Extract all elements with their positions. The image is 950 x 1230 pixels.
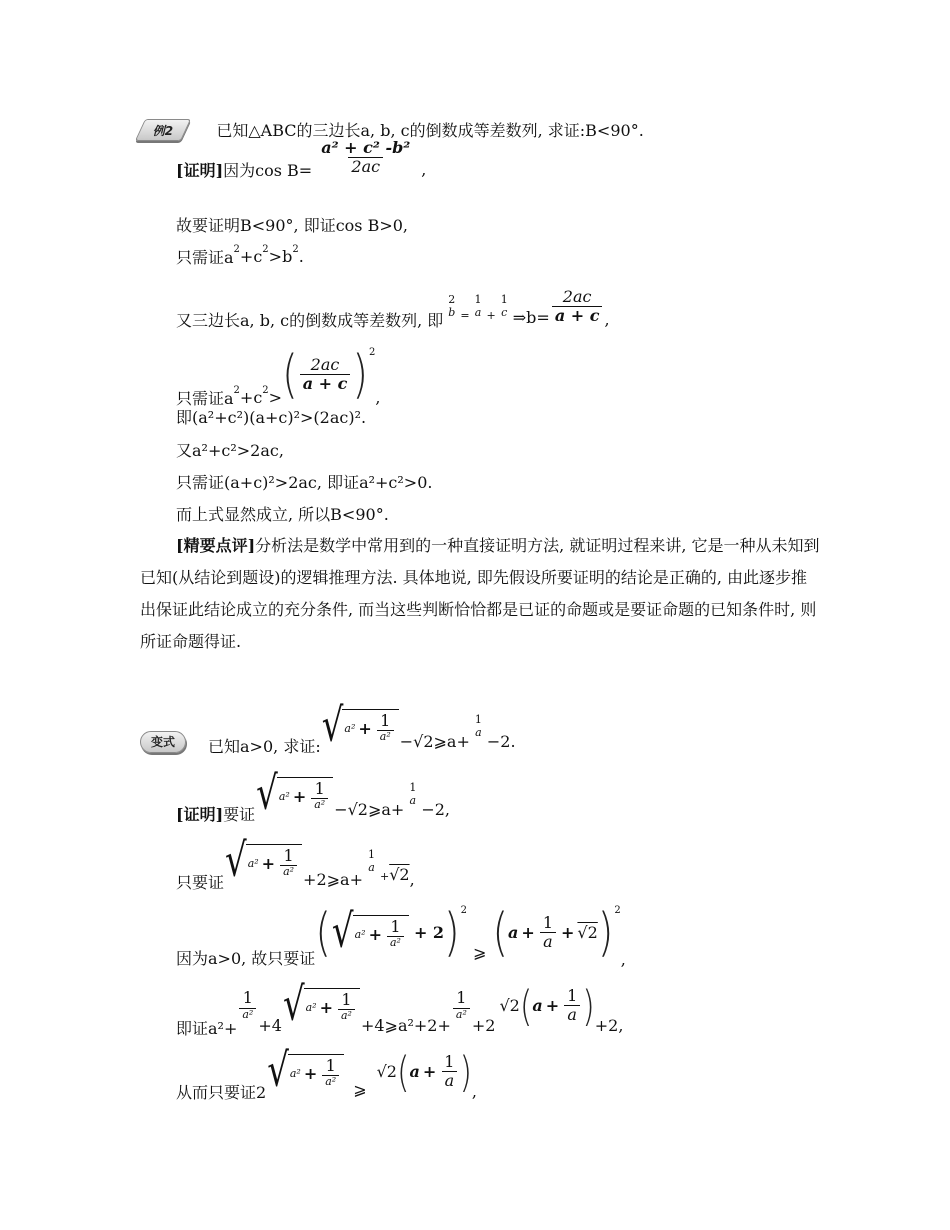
den: a²	[322, 1075, 339, 1089]
p4-mid: +4⩾a²+2+	[360, 1016, 451, 1035]
ge-a-plus: ⩾a+	[433, 732, 470, 751]
den: a²	[387, 936, 404, 950]
plus: +	[486, 309, 496, 322]
plus: +	[358, 718, 372, 738]
plus: +	[319, 997, 333, 1017]
den: a	[540, 932, 556, 951]
implies: ⇒b=	[512, 308, 550, 327]
p5-tail: ,	[471, 1082, 478, 1101]
sqrt-body	[277, 777, 333, 812]
den: a	[474, 305, 482, 319]
sqrt-body	[246, 844, 302, 879]
a: a	[508, 923, 519, 942]
minus-sqrt2: −√2	[334, 800, 368, 819]
plus: +	[303, 1063, 318, 1083]
comma: ,	[375, 388, 381, 407]
sup: 2	[262, 385, 269, 396]
line-7-text: 又a²+c²>2ac,	[176, 441, 284, 460]
num: 2ac	[310, 354, 340, 374]
frac-1-a2	[338, 991, 355, 1023]
num: 1	[567, 985, 578, 1005]
frac-1-a2	[377, 712, 394, 744]
frac-b	[552, 288, 603, 326]
num: 1	[325, 1055, 336, 1075]
sqrt2: √2	[577, 923, 598, 942]
line-4-text: 又三边长a, b, c的倒数成等差数列, 即	[176, 311, 444, 330]
variant-proof-1	[176, 764, 450, 825]
p4-tail: +2,	[594, 1016, 624, 1035]
frac-1-c	[498, 294, 511, 319]
sqrt-sign: √	[282, 977, 305, 1032]
left-paren: (	[519, 980, 533, 1031]
proof-line-4	[176, 282, 610, 331]
minus-2: −2.	[486, 732, 516, 751]
sup: 2	[233, 244, 240, 255]
line-3-a: 只需证a	[176, 248, 234, 267]
right-paren: )	[444, 902, 460, 963]
den: a²	[311, 798, 328, 812]
sup: 2	[233, 385, 240, 396]
proof-line-7	[176, 438, 284, 461]
p3-tail: ,	[620, 950, 626, 969]
ge: ⩾	[353, 1080, 367, 1099]
sqrt2: √2	[499, 996, 520, 1015]
p2-mid: +2⩾a+	[303, 870, 363, 889]
sqrt-expression	[321, 698, 399, 753]
num: 1	[542, 912, 554, 932]
line-3-b: +c	[239, 247, 263, 266]
proof-line-6	[176, 405, 366, 428]
frac-1-a	[441, 1053, 457, 1091]
plus: +	[261, 853, 276, 873]
frac-1-a	[472, 294, 485, 319]
sqrt-sign: √	[321, 698, 344, 753]
den: a	[409, 793, 417, 807]
p4-lead: 即证a²+	[176, 1019, 238, 1038]
sqrt-body	[304, 988, 360, 1023]
frac-1-a2	[387, 918, 404, 950]
a-squared: a²	[247, 856, 259, 870]
plus: +	[545, 996, 560, 1015]
num: 1	[367, 847, 375, 861]
line-6-text: 即(a²+c²)(a+c)²>(2ac)².	[176, 408, 367, 427]
plus: +	[292, 786, 307, 806]
sqrt-expression	[256, 766, 333, 821]
right-paren: )	[597, 902, 614, 963]
a: a	[532, 996, 543, 1015]
variant-proof-label: [证明]	[176, 805, 224, 824]
frac-1-a2	[311, 780, 328, 812]
frac-2ac	[300, 356, 351, 394]
plus: +	[368, 924, 382, 944]
variant-proof-5	[176, 1040, 477, 1103]
frac-1-a	[540, 914, 556, 952]
num: 1	[474, 292, 482, 306]
power: 2	[614, 905, 621, 916]
proof-label: [证明]	[176, 161, 224, 180]
plus-4: +4	[258, 1016, 282, 1035]
proof-line-cos	[176, 137, 427, 181]
num: 1	[341, 989, 352, 1009]
sqrt-sign: √	[225, 833, 247, 888]
comment-paragraph	[140, 530, 820, 658]
line-5-b: +c	[239, 388, 263, 407]
line-5-c: >	[268, 388, 283, 407]
sup: 2	[262, 244, 269, 255]
a-squared: a²	[344, 721, 356, 735]
line-3-c: >b	[268, 247, 293, 266]
plus: +	[422, 1062, 437, 1081]
left-paren: (	[315, 902, 331, 963]
den: a²	[377, 730, 394, 744]
frac-1-a2	[453, 989, 470, 1021]
cos-numerator: a² + c² -b²	[321, 137, 411, 157]
den: c	[501, 305, 508, 319]
num: 1	[390, 916, 401, 936]
example-statement: 已知△ABC的三边长a, b, c的倒数成等差数列, 求证:B<90°.	[216, 121, 644, 140]
ge-a-plus: ⩾a+	[367, 800, 405, 819]
num: 2ac	[562, 286, 592, 306]
variant-proof-2	[176, 830, 415, 893]
plus-2: +2	[471, 1016, 496, 1035]
den: a	[564, 1005, 580, 1024]
sqrt-sign: √	[256, 766, 278, 821]
sqrt-expression	[267, 1043, 344, 1098]
num: 1	[380, 710, 391, 730]
proof-line-3	[176, 245, 304, 268]
num: 1	[409, 780, 417, 794]
a-squared: a²	[289, 1066, 301, 1080]
frac-1-a2	[280, 847, 297, 879]
num: 1	[500, 292, 508, 306]
variant-proof-3	[176, 896, 626, 969]
p3-lead: 因为a>0, 故只要证	[176, 949, 316, 968]
p5-lead: 从而只要证2	[176, 1083, 267, 1102]
den: a²	[453, 1008, 470, 1022]
cos-lead: 因为cos B=	[223, 161, 313, 180]
frac-1-a2	[239, 989, 256, 1021]
den: a + c	[300, 374, 351, 393]
cos-fraction	[318, 139, 413, 177]
num: 1	[283, 845, 294, 865]
p1-tail: −2,	[421, 800, 450, 819]
cos-denominator: 2ac	[348, 157, 383, 176]
proof-line-8	[176, 470, 432, 493]
frac-1-a	[564, 987, 580, 1025]
den: a²	[239, 1008, 256, 1022]
comment-text: 分析法是数学中常用到的一种直接证明方法, 就证明过程来讲, 它是一种从未知到已知(从结论到题设)的逻辑推理方法. 具体地说, 即先假设所要证明的结论是正确的, 由此逐步推出保证此结论成立的充分条件, 而当这些判断恰恰都是已证的命题或是要证命题的已知条件时, 则所证命题得证.	[140, 536, 820, 651]
plus-2: + 2	[413, 923, 445, 942]
cos-tail: ,	[421, 160, 427, 179]
left-paren: (	[396, 1046, 410, 1097]
num: 1	[242, 988, 253, 1008]
left-paren: (	[492, 902, 509, 963]
frac-1-a	[365, 849, 378, 874]
frac-1-a	[406, 782, 419, 807]
sqrt-body	[288, 1054, 344, 1089]
line-5-a: 只需证a	[176, 389, 234, 408]
line-3-d: .	[298, 247, 304, 266]
proof-line-2	[176, 213, 408, 236]
comma: ,	[604, 310, 610, 329]
den: a²	[338, 1009, 355, 1023]
p1-lead: 要证	[223, 805, 256, 824]
plus: +	[521, 923, 535, 942]
a: a	[409, 1062, 420, 1081]
sqrt-expression	[282, 977, 360, 1032]
variant-statement-lead: 已知a>0, 求证:	[208, 737, 321, 756]
a-squared: a²	[278, 789, 290, 803]
equals: =	[460, 309, 470, 322]
a-squared: a²	[354, 927, 366, 941]
right-paren: )	[459, 1046, 472, 1097]
left-paren: (	[282, 344, 298, 405]
sqrt-body	[353, 915, 409, 950]
proof-line-5	[176, 340, 380, 409]
den: a	[475, 725, 482, 739]
power: 2	[368, 347, 376, 358]
sqrt-sign: √	[331, 904, 354, 959]
frac-1-a	[472, 714, 485, 739]
den: b	[448, 305, 456, 319]
power: 2	[460, 905, 468, 916]
p2-tail: ,	[409, 870, 415, 889]
plus: +	[561, 923, 575, 942]
num: 1	[314, 778, 325, 798]
line-9-text: 而上式显然成立, 所以B<90°.	[176, 505, 389, 524]
frac-1-a2	[322, 1057, 339, 1089]
sqrt-expression	[331, 904, 409, 959]
num: 2	[448, 292, 456, 306]
num: 1	[474, 712, 482, 726]
sqrt-expression	[225, 833, 302, 888]
minus-sqrt2: −√2	[399, 732, 434, 751]
comment-label: [精要点评]	[176, 536, 256, 555]
variant-badge: 变式	[140, 731, 186, 753]
den: a	[368, 860, 375, 874]
sqrt-body	[342, 709, 398, 744]
den: a²	[280, 865, 297, 879]
num: 1	[444, 1051, 455, 1071]
sqrt2: √2	[376, 1062, 397, 1081]
den: a + c	[552, 306, 603, 325]
plus: +	[379, 870, 390, 883]
a-squared: a²	[305, 1000, 317, 1014]
frac-2-b	[445, 294, 458, 319]
ge: ⩾	[473, 943, 487, 962]
right-paren: )	[352, 344, 368, 405]
variant-header	[140, 696, 516, 757]
right-paren: )	[582, 980, 595, 1031]
sqrt-sign: √	[267, 1043, 289, 1098]
example-badge: 例2	[135, 119, 192, 141]
num: 1	[456, 988, 467, 1008]
sup: 2	[292, 244, 299, 255]
den: a	[442, 1071, 458, 1090]
line-2-text: 故要证明B<90°, 即证cos B>0,	[176, 216, 409, 235]
p2-lead: 只要证	[176, 873, 225, 892]
line-8-text: 只需证(a+c)²>2ac, 即证a²+c²>0.	[176, 473, 433, 492]
variant-proof-4	[176, 972, 623, 1039]
sqrt2: √2	[389, 865, 410, 884]
proof-line-9	[176, 502, 389, 525]
